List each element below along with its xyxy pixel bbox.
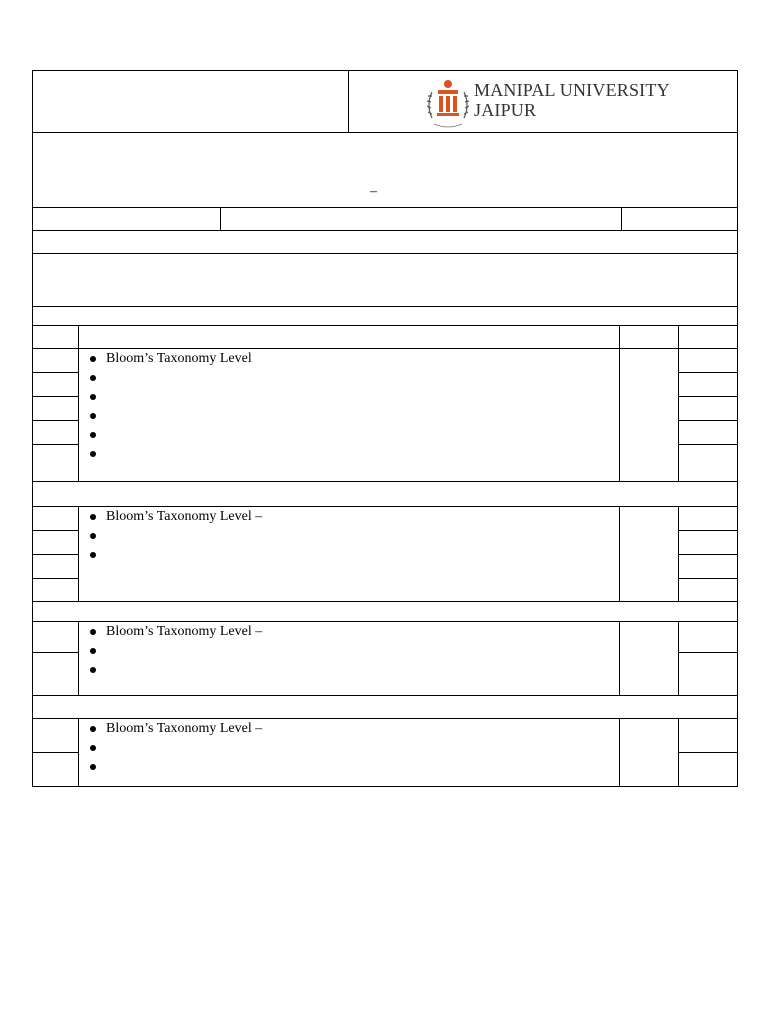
section-2-col-qno — [78, 506, 79, 602]
section-c-header — [32, 601, 738, 622]
university-logo — [424, 74, 670, 130]
bullet-item: Bloom’s Taxonomy Level – — [80, 507, 262, 526]
bullet-item — [80, 368, 252, 387]
section-1-qno-line — [32, 420, 78, 421]
section-2-co-line — [678, 530, 738, 531]
bullet-item — [80, 660, 262, 679]
section-1-co-line — [678, 396, 738, 397]
bullet-item — [80, 526, 262, 545]
section-3-col-qno — [78, 621, 79, 696]
bullet-item: Bloom’s Taxonomy Level — [80, 349, 252, 368]
section-1-qno-line — [32, 396, 78, 397]
col-divider-co — [678, 325, 679, 349]
info-divider-2 — [621, 207, 622, 231]
bullet-item — [80, 757, 262, 776]
column-header-row — [32, 325, 738, 349]
bullet-item — [80, 738, 262, 757]
section-1-qno-line — [32, 372, 78, 373]
section-1-co-line — [678, 444, 738, 445]
section-2-col-marks — [619, 506, 620, 602]
col-divider-marks — [619, 325, 620, 349]
bullet-item — [80, 545, 262, 564]
section-3-col-marks — [619, 621, 620, 696]
section-1-col-qno — [78, 348, 79, 482]
instructions-block — [32, 253, 738, 307]
university-name — [474, 80, 670, 120]
bullet-item — [80, 387, 252, 406]
info-divider-1 — [220, 207, 221, 231]
bullet-item — [80, 425, 252, 444]
instructions-row — [32, 230, 738, 254]
section-4-qno-line — [32, 752, 78, 753]
section-2-co-line — [678, 554, 738, 555]
section-2-bullets — [80, 507, 262, 564]
section-2-co-line — [678, 578, 738, 579]
university-name-line1: MANIPAL UNIVERSITY — [474, 80, 670, 100]
info-row — [32, 207, 738, 231]
section-2-qno-line — [32, 554, 78, 555]
section-3-qno-line — [32, 652, 78, 653]
bullet-item — [80, 444, 252, 463]
section-a-header — [32, 306, 738, 326]
section-3-co-line — [678, 652, 738, 653]
section-4-co-line — [678, 752, 738, 753]
col-divider-qno — [78, 325, 79, 349]
section-1-bullets — [80, 349, 252, 463]
title-dash: – — [370, 184, 377, 199]
bullet-item: Bloom’s Taxonomy Level – — [80, 719, 262, 738]
bullet-item: Bloom’s Taxonomy Level – — [80, 622, 262, 641]
section-1-col-co — [678, 348, 679, 482]
section-1-qno-line — [32, 444, 78, 445]
header-left-cell — [32, 70, 349, 133]
title-cell — [32, 132, 738, 208]
section-1-col-marks — [619, 348, 620, 482]
bullet-item — [80, 406, 252, 425]
section-4-col-qno — [78, 718, 79, 787]
section-b-header — [32, 481, 738, 507]
section-4-col-marks — [619, 718, 620, 787]
section-2-qno-line — [32, 530, 78, 531]
university-seal-icon — [424, 74, 472, 130]
section-3-bullets — [80, 622, 262, 679]
bullet-item — [80, 641, 262, 660]
section-1-co-line — [678, 420, 738, 421]
section-3-col-co — [678, 621, 679, 696]
section-1-co-line — [678, 372, 738, 373]
section-4-bullets — [80, 719, 262, 776]
section-d-header — [32, 695, 738, 719]
university-name-line2: JAIPUR — [474, 100, 537, 120]
section-2-qno-line — [32, 578, 78, 579]
